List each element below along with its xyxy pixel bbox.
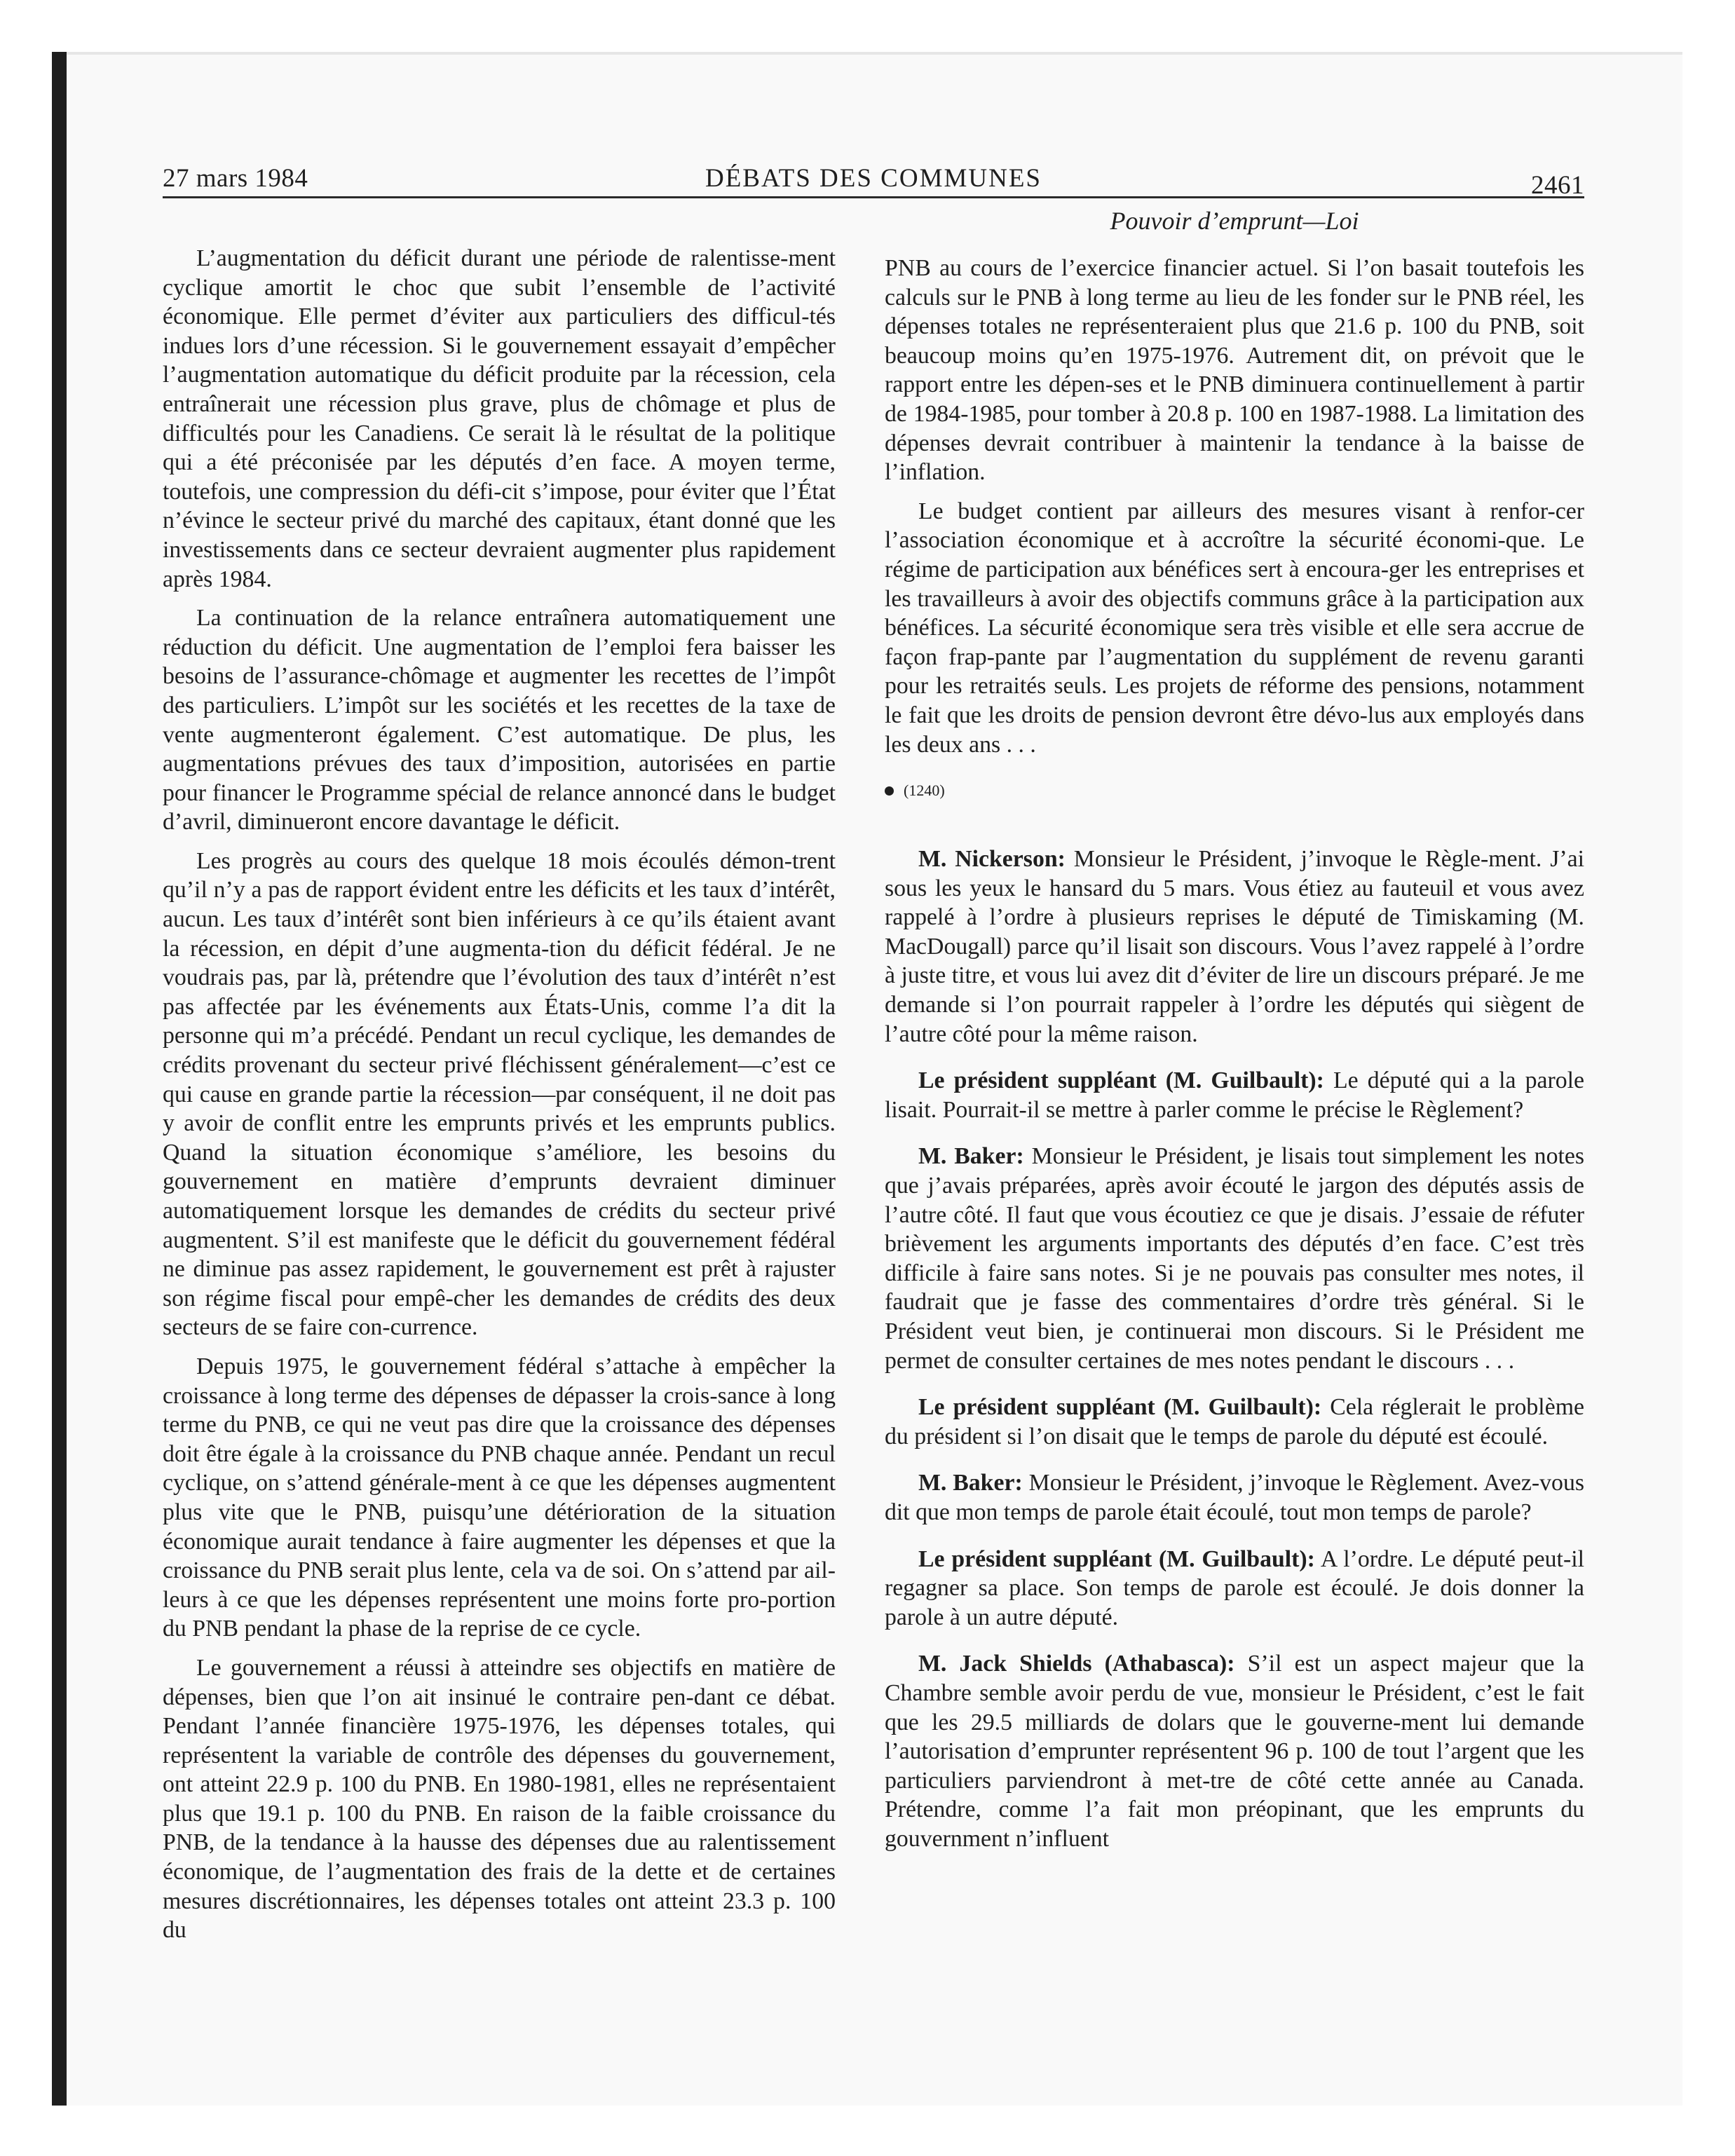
speech-paragraph: [885, 845, 1584, 1049]
speaker-name: M. Nickerson:: [918, 846, 1066, 873]
time-marker: [885, 780, 1584, 801]
speech-paragraph: [885, 1066, 1584, 1124]
left-column: [163, 244, 836, 1945]
speaker-name: M. Jack Shields (Athabasca):: [918, 1651, 1235, 1677]
paragraph: Le budget contient par ailleurs des mesures visant à renfor-cer l’association économique et à accroître la sécurité économi-que. Le régime de participation aux bénéfices sert à encoura-ger les entreprises et les travailleurs à avoir des objectifs communs grâce à la participation aux bénéfices. La sécurité économique sera très visible et elle sera accrue de façon frap-pante par l’augmentation du supplément de revenu garanti pour les retraités seuls. Les projets de réforme des pensions, notamment le fait que les droits de pension devront être dévo-lus aux employés dans les deux ans . . .: [885, 498, 1584, 758]
scan-binding-edge: [52, 52, 67, 2106]
header-title: DÉBATS DES COMMUNES: [705, 164, 1042, 193]
speech-paragraph: [885, 1649, 1584, 1853]
speech-paragraph: [885, 1142, 1584, 1375]
paragraph: Le gouvernement a réussi à atteindre ses objectifs en matière de dépenses, bien que l’on ait insinué le contraire pen-dant ce débat. Pendant l’année financière 1975-1976, les dépenses totales, qui représentent la variable de contrôle des dépenses du gouvernement, ont atteint 22.9 p. 100 du PNB. En 1980-1981, elles ne représentaient plus que 19.1 p. 100 du PNB. En raison de la faible croissance du PNB, de la tendance à la hausse des dépenses due au ralentissement économique, de l’augmentation des frais de la dette et de certaines mesures discrétionnaires, les dépenses totales ont atteint 23.3 p. 100 du: [163, 1654, 836, 1944]
right-column: [885, 254, 1584, 1854]
paragraph: Depuis 1975, le gouvernement fédéral s’attache à empêcher la croissance à long terme des dépenses de dépasser la crois-sance à long terme du PNB, ce qui ne veut pas dire que la croissance des dépenses doit être égale à la croissance du PNB chaque année. Pendant un recul cyclique, on s’attend générale-ment à ce que les dépenses augmentent plus vite que le PNB, puisqu’une détérioration de la situation économique aurait tendance à faire augmenter les dépenses et que la croissance du PNB serait plus lente, cela va de soi. On s’attend par ail-leurs à ce que les dépenses représentent une moins forte pro-portion du PNB pendant la phase de la reprise de ce cycle.: [163, 1353, 836, 1642]
paragraph: Les progrès au cours des quelque 18 mois écoulés démon-trent qu’il n’y a pas de rapport évident entre les déficits et les taux d’intérêt, aucun. Les taux d’intérêt sont bien inférieurs à ce qu’ils étaient avant la récession, en dépit d’une augmenta-tion du déficit fédéral. Je ne voudrais pas, par là, prétendre que l’évolution des taux d’intérêt n’est pas affectée par les événements aux États-Unis, comme l’a dit la personne qui m’a précédé. Pendant un recul cyclique, les demandes de crédits provenant du secteur privé fléchissent généralement—c’est ce qui cause en grande partie la récession—par conséquent, il ne doit pas y avoir de conflit entre les emprunts privés et les emprunts publics. Quand la situation économique s’améliore, les besoins du gouvernement en matière d’emprunts devraient diminuer automatiquement lorsque les demandes de crédits du secteur privé augmentent. S’il est manifeste que le déficit du gouvernement fédéral ne diminue pas assez rapidement, le gouvernement est prêt à rajuster son régime fiscal pour empê-cher les demandes de crédits des deux secteurs de se faire con-currence.: [163, 847, 836, 1341]
page-number: 2461: [1531, 171, 1584, 200]
speech-text: Monsieur le Président, j’invoque le Règle-ment. J’ai sous les yeux le hansard du 5 mars. Vous étiez au fauteuil et vous avez rappelé à l’ordre à plusieurs reprises le député de Timiskaming (M. MacDougall) parce qu’il lisait son discours. Vous l’avez rappelé à l’ordre à juste titre, et vous lui avez dit d’éviter de lire un discours préparé. Je me demande si l’on pourrait rappeler à l’ordre les députés qui siègent de l’autre côté pour la même raison.: [885, 846, 1584, 1047]
speech-text: A l’ordre. Le député peut-il regagner sa place. Son temps de parole est écoulé. Je dois donner la parole à un autre député.: [885, 1546, 1584, 1630]
bullet-icon: [885, 786, 894, 796]
speech-text: S’il est un aspect majeur que la Chambre semble avoir perdu de vue, monsieur le Président, c’est le fait que les 29.5 milliards de dolars que le gouverne-ment lui demande l’autorisation d’emprunter représentent 96 p. 100 de tout l’argent que les particuliers parviendront à met-tre de côté cette année au Canada. Prétendre, comme l’a fait mon préopinant, que les emprunts du gouvernment n’influent: [885, 1651, 1584, 1852]
speaker-name: M. Baker:: [918, 1470, 1023, 1496]
speech-text: Cela réglerait le problème du président si l’on disait que le temps de parole du député est écoulé.: [885, 1394, 1584, 1449]
speech-text: Monsieur le Président, j’invoque le Règlement. Avez-vous dit que mon temps de parole était écoulé, tout mon temps de parole?: [885, 1470, 1585, 1525]
speaker-name: Le président suppléant (M. Guilbault):: [918, 1067, 1324, 1094]
time-marker-label: (1240): [904, 782, 945, 800]
speech-text: Le député qui a la parole lisait. Pourrait-il se mettre à parler comme le précise le Règlement?: [885, 1067, 1585, 1123]
speaker-name: M. Baker:: [918, 1143, 1024, 1170]
speaker-name: Le président suppléant (M. Guilbault):: [918, 1394, 1322, 1421]
continued-paragraph: PNB au cours de l’exercice financier actuel. Si l’on basait toutefois les calculs sur le PNB à long terme au lieu de les fonder sur le PNB réel, les dépenses totales ne représenteraient plus que 21.6 p. 100 du PNB, soit beaucoup moins qu’en 1975-1976. Autrement dit, on prévoit que le rapport entre les dépen-ses et le PNB diminuera continuellement à partir de 1984-1985, pour tomber à 20.8 p. 100 en 1987-1988. La limitation des dépenses devrait contribuer à maintenir la tendance à la baisse de l’inflation.: [885, 255, 1584, 486]
speech-paragraph: [885, 1545, 1584, 1632]
page-header: [163, 158, 1584, 198]
paragraph: L’augmentation du déficit durant une période de ralentisse-ment cyclique amortit le choc que subit l’ensemble de l’activité économique. Elle permet d’éviter aux particuliers des difficul-tés indues lors d’une récession. Si le gouvernement essayait d’empêcher l’augmentation automatique du déficit produite par la récession, cela entraînerait une récession plus grave, plus de chômage et plus de difficultés pour les Canadiens. Ce serait là le résultat de la politique qui a été préconisée par les députés d’en face. A moyen terme, toutefois, une compression du défi-cit s’impose, pour éviter que l’État n’évince le secteur privé du marché des capitaux, étant donné que les investissements dans ce secteur devraient augmenter plus rapidement après 1984.: [163, 245, 836, 592]
header-date: 27 mars 1984: [163, 164, 308, 193]
running-head: Pouvoir d’emprunt—Loi: [1110, 207, 1359, 235]
speaker-name: Le président suppléant (M. Guilbault):: [918, 1546, 1315, 1572]
speech-paragraph: [885, 1468, 1584, 1527]
paragraph: La continuation de la relance entraînera automatiquement une réduction du déficit. Une augmentation de l’emploi fera baisser les besoins de l’assurance-chômage et augmenter les recettes de l’impôt des particuliers. L’impôt sur les sociétés et les recettes de la taxe de vente augmenteront également. C’est automatique. De plus, les augmentations prévues des taux d’imposition, autorisées en partie pour financer le Programme spécial de relance annoncé dans le budget d’avril, diminueront encore davantage le déficit.: [163, 605, 836, 835]
speech-text: Monsieur le Président, je lisais tout simplement les notes que j’avais préparées, après avoir écouté le jargon des députés assis de l’autre côté. Il faut que vous écoutiez ce que je disais. J’essaie de réfuter brièvement les arguments importants des députés d’en face. C’est très difficile à faire sans notes. Si je ne pouvais pas consulter mes notes, il faudrait que je fasse des commentaires d’ordre très général. Si le Président veut bien, je continuerai mon discours. Si le Président me permet de consulter certaines de mes notes pendant le discours . . .: [885, 1143, 1585, 1374]
speech-paragraph: [885, 1393, 1584, 1451]
